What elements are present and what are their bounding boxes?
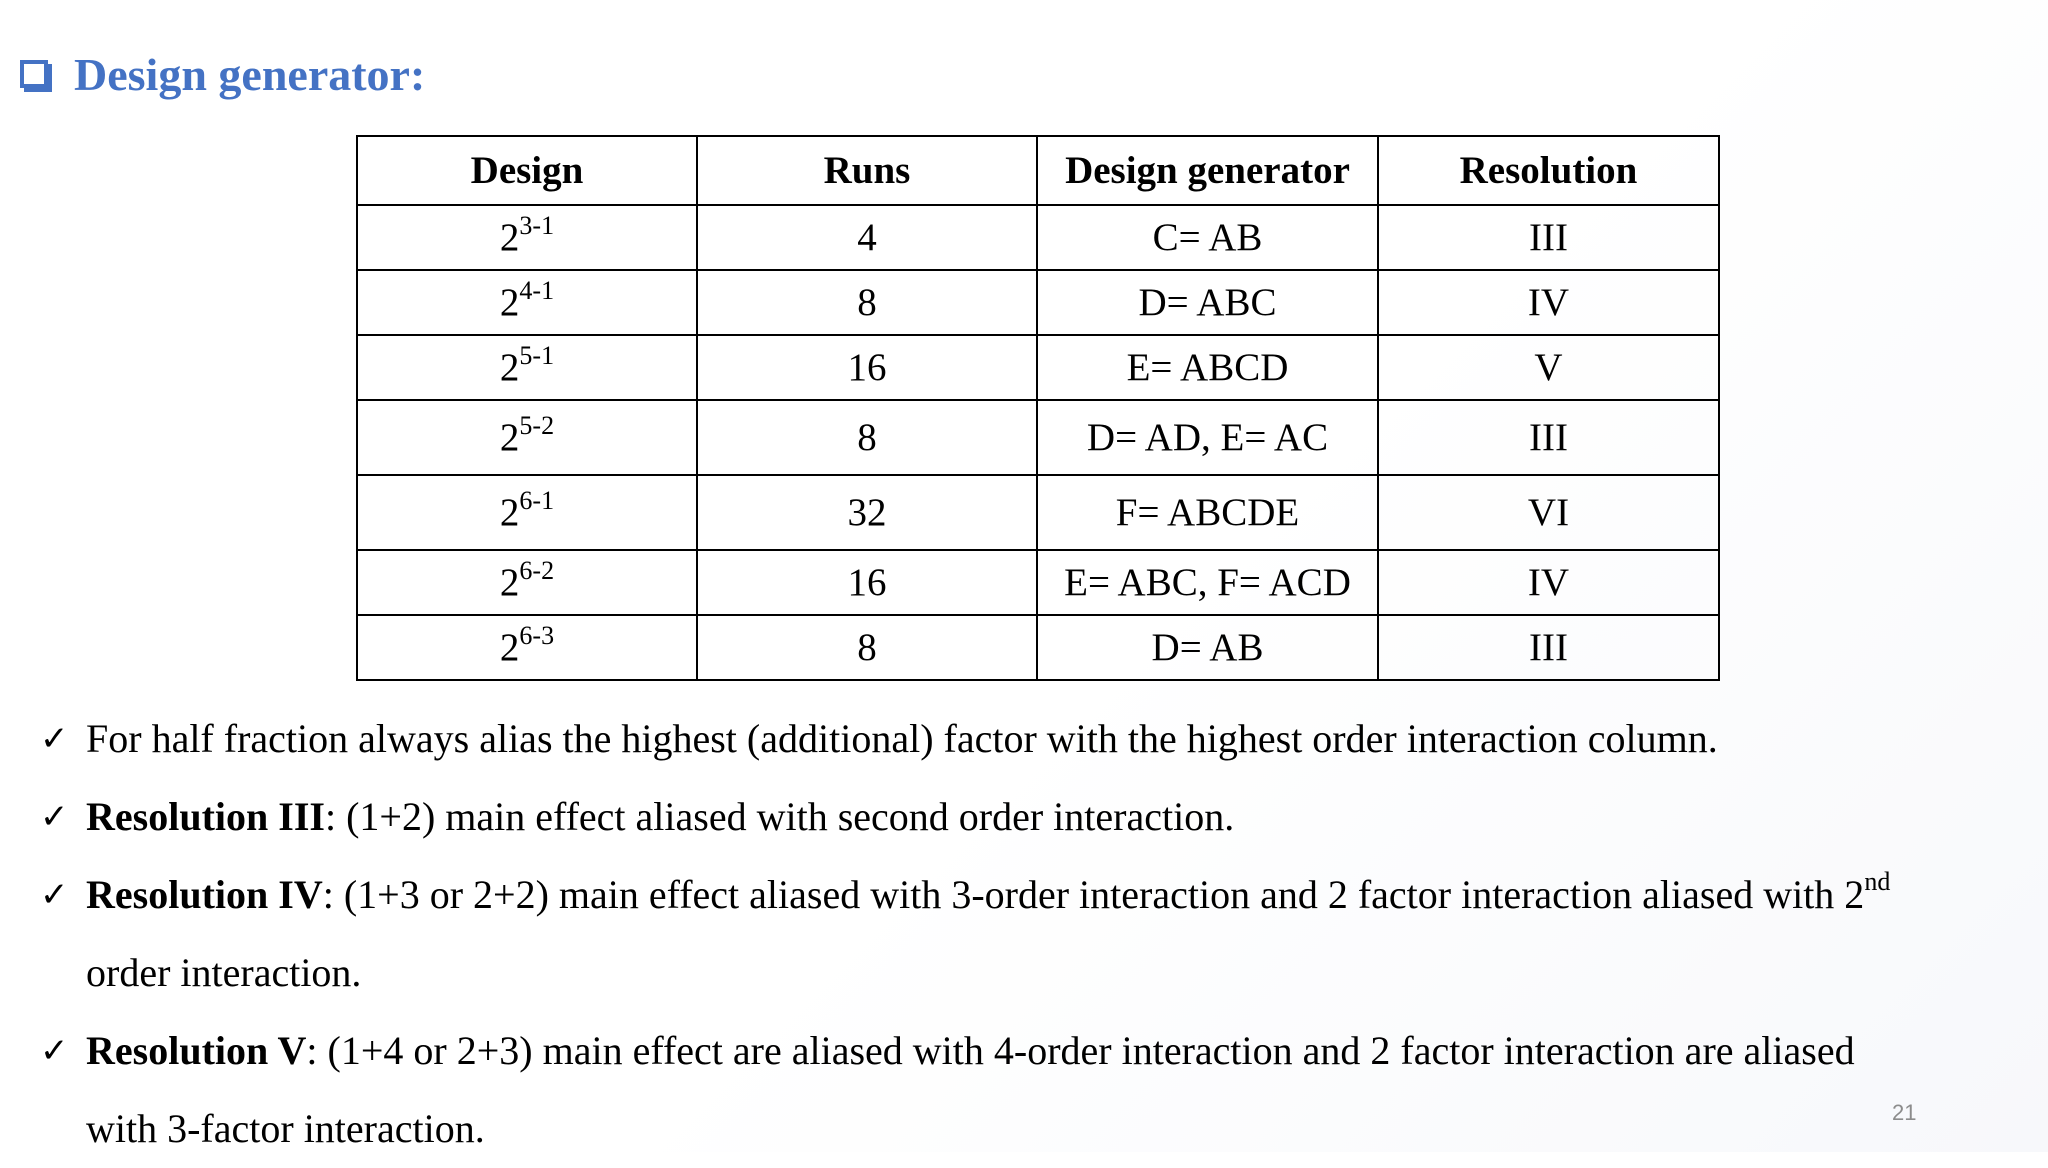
generator-cell: E= ABCD [1037, 335, 1378, 400]
header-design: Design [357, 136, 697, 205]
design-base: 2 [499, 491, 520, 534]
resolution-cell: IV [1378, 550, 1719, 615]
runs-cell: 8 [697, 400, 1037, 475]
design-cell [357, 615, 697, 680]
design-exponent: 3-1 [519, 211, 555, 240]
runs-cell: 32 [697, 475, 1037, 550]
resolution-cell: VI [1378, 475, 1719, 550]
checkmark-icon: ✓ [40, 875, 69, 915]
resolution-cell: III [1378, 400, 1719, 475]
runs-cell: 8 [697, 615, 1037, 680]
bullet-continuation: order interaction. [86, 950, 362, 995]
checkmark-icon: ✓ [40, 1031, 69, 1071]
design-base: 2 [499, 416, 520, 459]
bullet-text: : (1+2) main effect aliased with second order interaction. [324, 794, 1235, 839]
bullet-bold-term: Resolution III [86, 794, 325, 839]
heading-text: Design generator: [74, 48, 426, 100]
table-row [357, 205, 1719, 270]
bullet-text: For half fraction always alias the highest (additional) factor with the highest order interaction column. [86, 716, 1718, 761]
resolution-cell: V [1378, 335, 1719, 400]
design-cell [357, 400, 697, 475]
table-row [357, 475, 1719, 550]
bullet-bold-term: Resolution IV [86, 872, 323, 917]
generator-cell: D= AD, E= AC [1037, 400, 1378, 475]
design-exponent: 5-1 [519, 341, 555, 370]
bullet-superscript: nd [1864, 867, 1891, 896]
resolution-cell: IV [1378, 270, 1719, 335]
design-cell [357, 205, 697, 270]
design-exponent: 6-1 [519, 486, 555, 515]
design-cell [357, 475, 697, 550]
design-base: 2 [499, 281, 520, 324]
bullet-resolution-v [40, 1012, 2030, 1168]
table-row [357, 550, 1719, 615]
design-base: 2 [499, 561, 520, 604]
table-row [357, 335, 1719, 400]
generator-cell: D= ABC [1037, 270, 1378, 335]
page-number: 21 [1892, 1100, 1917, 1125]
design-cell [357, 335, 697, 400]
design-generator-table [356, 135, 1720, 681]
header-design-generator: Design generator [1037, 136, 1378, 205]
design-exponent: 5-2 [519, 411, 555, 440]
table-row [357, 270, 1719, 335]
design-exponent: 6-3 [519, 621, 555, 650]
bullet-resolution-iv [40, 856, 2030, 1012]
design-exponent: 6-2 [519, 556, 555, 585]
runs-cell: 4 [697, 205, 1037, 270]
checkmark-icon: ✓ [40, 719, 69, 759]
design-cell [357, 550, 697, 615]
table-header-row [357, 136, 1719, 205]
runs-cell: 8 [697, 270, 1037, 335]
bullet-list [40, 700, 2030, 1168]
resolution-cell: III [1378, 615, 1719, 680]
header-resolution: Resolution [1378, 136, 1719, 205]
slide-heading [18, 44, 425, 104]
generator-cell: E= ABC, F= ACD [1037, 550, 1378, 615]
generator-cell: D= AB [1037, 615, 1378, 680]
table-row [357, 400, 1719, 475]
design-base: 2 [499, 626, 520, 669]
bullet-text: : (1+3 or 2+2) main effect aliased with 3-order interaction and 2 factor interaction aliased with 2 [322, 872, 1865, 917]
checkbox-bullet-icon [20, 60, 48, 88]
header-runs: Runs [697, 136, 1037, 205]
design-exponent: 4-1 [519, 276, 555, 305]
design-base: 2 [499, 216, 520, 259]
bullet-text: : (1+4 or 2+3) main effect are aliased with 4-order interaction and 2 factor interaction are aliased [306, 1028, 1855, 1073]
generator-cell: F= ABCDE [1037, 475, 1378, 550]
design-cell [357, 270, 697, 335]
bullet-resolution-iii [40, 778, 2030, 856]
design-base: 2 [499, 346, 520, 389]
runs-cell: 16 [697, 335, 1037, 400]
resolution-cell: III [1378, 205, 1719, 270]
bullet-bold-term: Resolution V [86, 1028, 307, 1073]
checkmark-icon: ✓ [40, 797, 69, 837]
bullet-continuation: with 3-factor interaction. [86, 1106, 485, 1151]
runs-cell: 16 [697, 550, 1037, 615]
bullet-half-fraction [40, 700, 2030, 778]
generator-cell: C= AB [1037, 205, 1378, 270]
table-row [357, 615, 1719, 680]
